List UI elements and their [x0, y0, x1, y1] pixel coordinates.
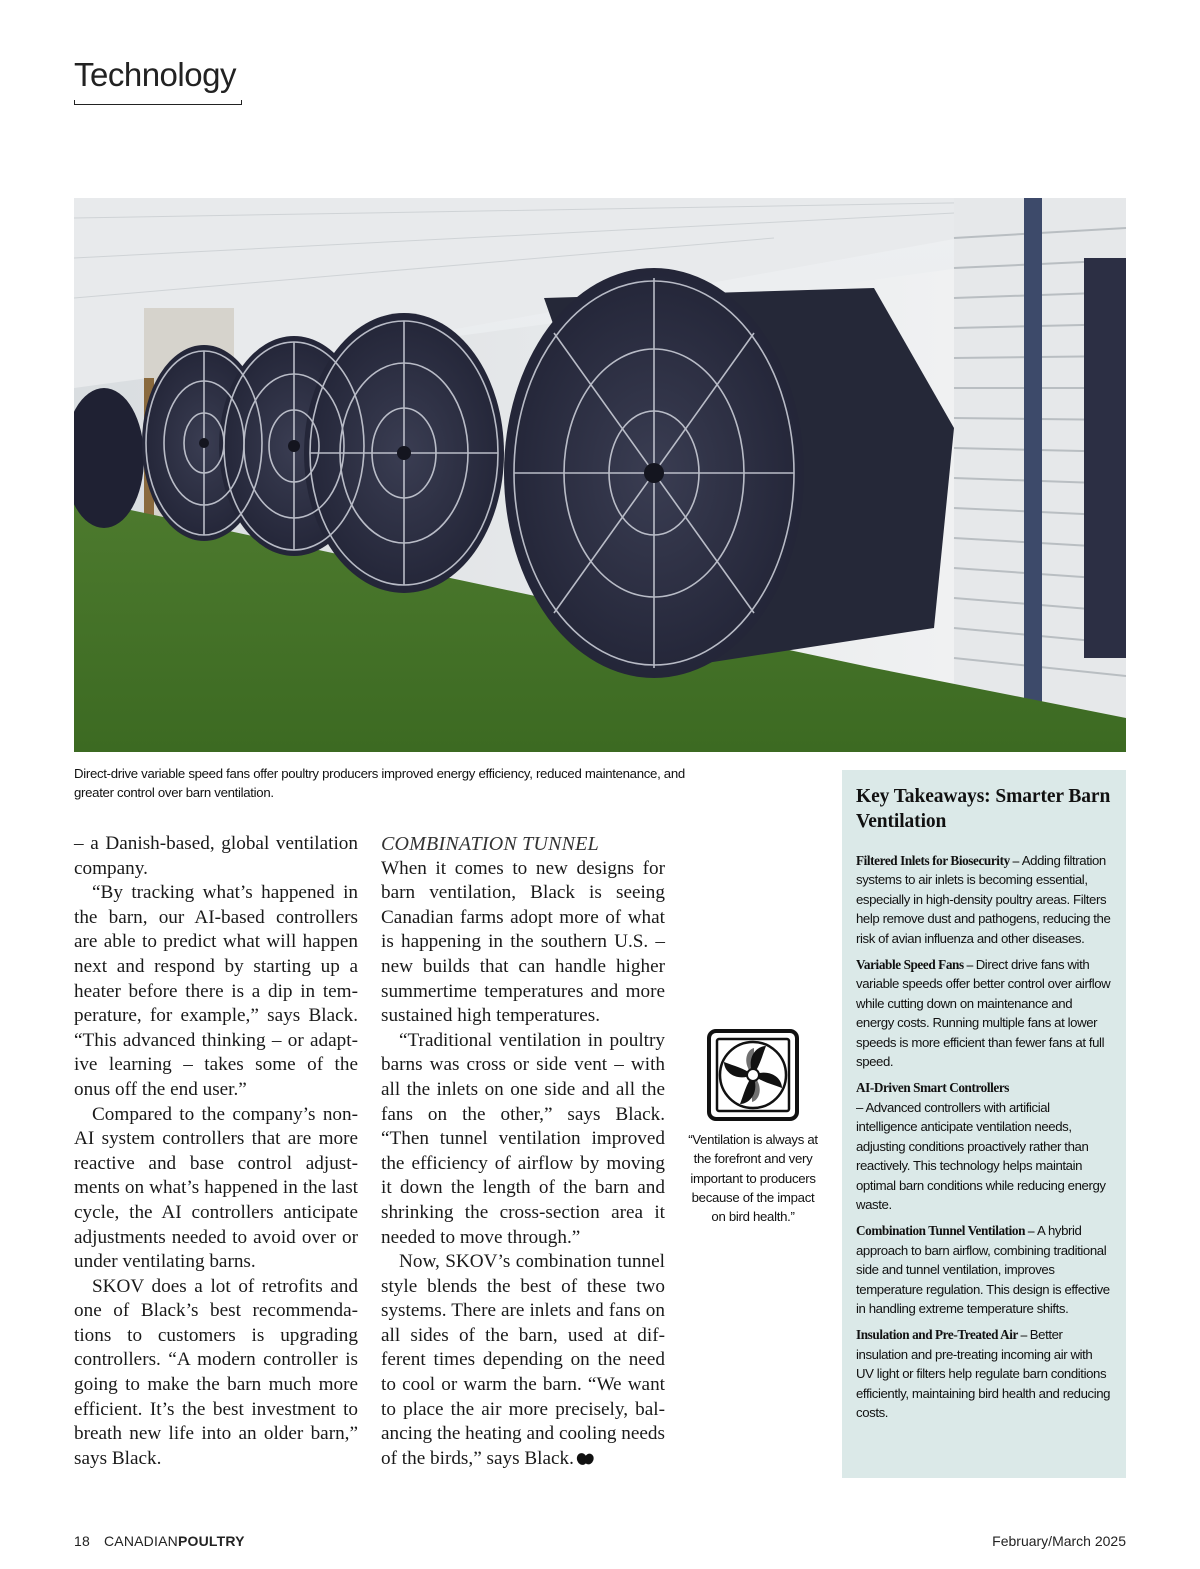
paragraph: “Traditional ventilation in poultry barns was cross or side vent – with all the inlets on one side and all the fans on the other,” says Black. “Then tunnel ventilation improved the efficiency of airflow by moving it down the length of the barn and shrinking the cross-section area it needed to move through.”	[381, 1029, 665, 1248]
takeaway-item	[856, 1078, 1112, 1214]
publication-name-a: CANADIAN	[103, 1533, 178, 1549]
takeaway-body: – Advanced controllers with artificial intelligence anticipate ventilation needs, adjusting conditions proactively rather than reactively. This technology helps maintain optimal barn conditions while reducing energy waste.	[856, 1099, 1106, 1212]
issue-date: February/March 2025	[992, 1533, 1126, 1549]
end-mark-icon	[576, 1451, 594, 1466]
paragraph: When it comes to new designs for barn ventilation, Black is seeing Canadian farms adopt more of what is happening in the southern U.S. – new builds that can handle higher summertime temperatures and more sustained high temperatures.	[381, 857, 665, 1027]
takeaway-item	[856, 955, 1112, 1071]
photo-caption: Direct-drive variable speed fans offer poultry producers improved energy efficiency, reduced maintenance, and greater control over barn ventilation.	[74, 766, 685, 800]
takeaway-body: Better insulation and pre-treating incoming air with UV light or filters help regulate barn conditions efficiently, maintaining bird health and reducing costs.	[856, 1327, 1111, 1420]
takeaway-head: AI-Driven Smart Controllers	[856, 1080, 1010, 1096]
footer-folio	[74, 1533, 245, 1549]
page-number: 18	[74, 1533, 90, 1549]
takeaway-item	[856, 851, 1112, 948]
takeaway-head: Combination Tunnel Ventilation –	[856, 1223, 1038, 1239]
paragraph: SKOV does a lot of retrofits and one of Black’s best recommendations to customers is upgrading controllers. “A modern controller is going to make the barn much more efficient. It’s the best investment to breath new life into an older barn,” says Black.	[74, 1275, 358, 1469]
takeaway-item	[856, 1325, 1112, 1422]
paragraph: Compared to the company’s non-AI system controllers that are more reactive and base control adjustments on what’s happened in the last cycle, the AI controllers anticipate adjustments needed to avoid over or under ventilating barns.	[74, 1103, 358, 1273]
takeaway-head: Insulation and Pre-Treated Air –	[856, 1327, 1030, 1343]
takeaway-head: Variable Speed Fans –	[856, 957, 976, 973]
takeaway-body: Direct drive fans with variable speeds offer better control over airflow while cutting down on maintenance and energy costs. Running multiple fans at lower speeds is more efficient than fewer fans at full speed.	[856, 957, 1111, 1070]
takeaway-head: Filtered Inlets for Biosecurity –	[856, 853, 1022, 868]
paragraph: “By tracking what’s happened in the barn, our AI-based controllers are able to predict what will happen next and respond by starting up a heater before there is a dip in temperature, for example,” says Black. “This advanced thinking – or adaptive learning – takes some of the onus off the end user.”	[74, 882, 358, 1100]
section-header	[74, 58, 244, 91]
sidebar-title: Key Takeaways: Smarter Barn Ventilation	[856, 786, 1111, 832]
barn-fans-photo	[74, 198, 1126, 752]
article-column-1	[74, 832, 358, 1471]
section-title: Technology	[74, 56, 236, 93]
key-takeaways-sidebar	[842, 770, 1126, 1478]
pull-quote: “Ventilation is always at the forefront and very important to producers because of the impact on bird health.”	[688, 1132, 818, 1225]
article-column-2	[381, 832, 665, 1471]
subhead: COMBINATION TUNNEL	[381, 833, 599, 855]
publication-name-b: POULTRY	[177, 1533, 245, 1549]
paragraph: – a Danish-based, global ventilation company.	[74, 833, 358, 879]
ventilation-fan-icon	[706, 1028, 800, 1122]
takeaway-body: Adding filtration systems to air inlets is becoming essential, especially in high-density poultry areas. Filters help remove dust and pathogens, reducing the risk of avian influenza and other diseases.	[856, 853, 1111, 946]
takeaway-body: A hybrid approach to barn airflow, combining traditional side and tunnel ventilation, improves temperature regulation. This design is effective in handling extreme temperature shifts.	[856, 1223, 1110, 1316]
paragraph-last	[381, 1250, 665, 1471]
takeaway-item	[856, 1221, 1112, 1318]
paragraph-text: Now, SKOV’s combination tunnel style blends the best of these two systems. There are inlets and fans on all sides of the barn, used at different times depending on the need to cool or warm the barn. “We want to place the air more precisely, balancing the heating and cooling needs of the birds,” says Black.	[381, 1251, 665, 1469]
section-rule	[74, 104, 242, 105]
